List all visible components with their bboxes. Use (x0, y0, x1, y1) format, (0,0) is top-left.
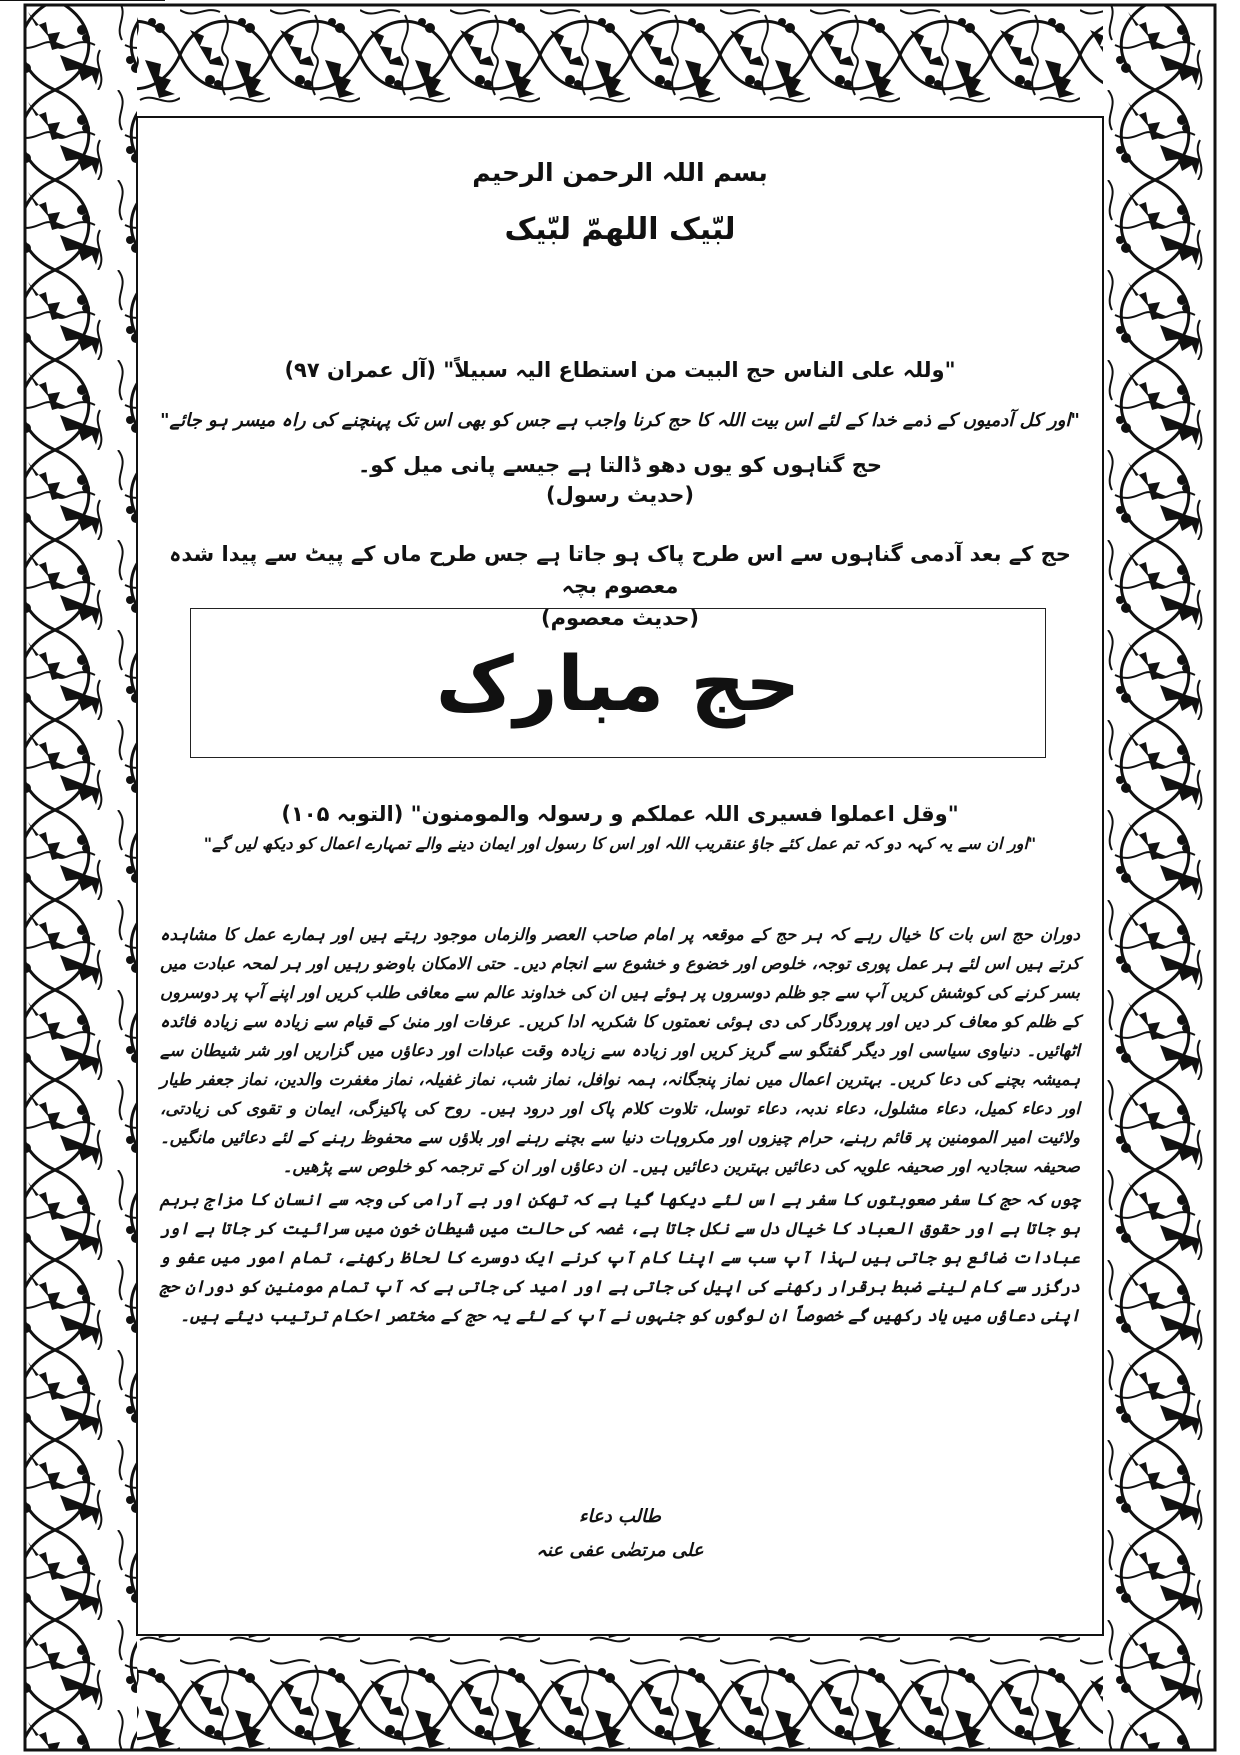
quran-verse-1-translation: "اور کل آدمیوں کے ذمے خدا کے لئے اس بیت اللہ کا حج کرنا واجب ہے جس کو بھی اس تک پہنچنے کی راہ میسر ہو جائے" (160, 410, 1080, 431)
body-text (160, 920, 1080, 1334)
body-paragraph-2: چوں کہ حج کا سفر صعوبتوں کا سفر ہے اس لئے دیکھا گیا ہے کہ تھکن اور بے آرامی کی وجہ سے انسان کا مزاج برہم ہو جاتا ہے اور حقوق العباد کا خیال دل سے نکل جاتا ہے، غصہ کی حالت میں شیطان خون میں سرائیت کر جاتا ہے اور عبادات ضائع ہو جاتی ہیں لہذا آپ سب سے اپنا کام آپ کرنے ایک دوسرے کا لحاظ رکھنے، تمام امور میں عفو و درگزر سے کام لینے ضبط برقرار رکھنے کی اپیل کی جاتی ہے اور امید کی جاتی ہے کہ آپ تمام مومنین کو دوران حج اپنی دعاؤں میں یاد رکھیں گے خصوصاً ان لوگوں کو جنہوں نے آپ کے لئے یہ حج کے مختصر احکام ترتیب دیئے ہیں۔ (160, 1190, 1080, 1325)
quran-verse-2: "وقل اعملوا فسیری اللہ عملکم و رسولہ والمومنون" (التوبہ ۱۰۵) (281, 802, 959, 826)
signoff-line-1: طالب دعاء (579, 1506, 661, 1527)
body-paragraph-1: دوران حج اس بات کا خیال رہے کہ ہر حج کے موقعہ پر امام صاحب العصر والزماں موجود رہتے ہیں اور ہمارے عمل کا مشاہدہ کرتے ہیں اس لئے ہر عمل پوری توجہ، خلوص اور خضوع و خشوع سے انجام دیں۔ حتی الامکان باوضو رہیں اور ہر لمحہ عبادت میں بسر کرنے کی کوشش کریں آپ سے جو ظلم دوسروں پر ہوئے ہیں ان کی خداوند عالم سے معافی طلب کریں اور اپنے آپ پر دوسروں کے ظلم کو معاف کر دیں اور پروردگار کی دی ہوئی نعمتوں کا شکریہ ادا کریں۔ عرفات اور منیٰ کے قیام سے زیادہ سے زیادہ فائدہ اٹھائیں۔ دنیاوی سیاسی اور دیگر گفتگو سے گریز کریں اور زیادہ سے زیادہ وقت عبادات اور دعاؤں میں گزاریں اور شر شیطان سے ہمیشہ بچنے کی دعا کریں۔ بہترین اعمال میں نماز پنجگانہ، ہمہ نوافل، نماز شب، نماز غفیلہ، نماز مغفرت والدین، نماز جعفر طیار اور دعاء کمیل، دعاء مشلول، دعاء ندبہ، دعاء توسل، تلاوت کلام پاک اور درود ہیں۔ روح کی پاکیزگی، ایمان و تقوی کی زیادتی، ولائیت امیر المومنین پر قائم رہنے، حرام چیزوں اور مکروہات دنیا سے بچنے رہنے اور بلاؤں سے محفوظ رہنے کے لئے دعائیں مانگیں۔ صحیفہ سجادیہ اور صحیفہ علویہ کی دعائیں بہترین دعائیں ہیں۔ ان دعاؤں اور ان کے ترجمہ کو خلوص سے پڑھیں۔ (159, 925, 1080, 1176)
signoff-line-2: علی مرتضٰی عفی عنہ (536, 1540, 704, 1561)
signoff (160, 1500, 1080, 1568)
hajj-mubarak-box (190, 608, 1046, 758)
hajj-mubarak-title: حج مبارک (435, 638, 801, 728)
labbaik-heading: لبّیک اللھمّ لبّیک (504, 212, 736, 247)
quran-verse-1: "وللہ علی الناس حج البیت من استطاع الیہ سبیلاً" (آل عمران ۹۷) (284, 358, 956, 382)
hadith-1 (160, 450, 1080, 510)
hadith-2-source: (حدیث معصوم) (541, 606, 699, 630)
document-content (160, 120, 1080, 1640)
quran-verse-2-translation: "اور ان سے یہ کہہ دو کہ تم عمل کئے جاؤ عنقریب اللہ اور اس کا رسول اور ایمان دینے والے تمہارے اعمال کو دیکھ لیں گے" (203, 834, 1037, 853)
hadith-2-text: حج کے بعد آدمی گناہوں سے اس طرح پاک ہو جاتا ہے جس طرح ماں کے پیٹ سے پیدا شدہ معصوم بچہ (169, 542, 1071, 598)
hadith-1-source: (حدیث رسول) (545, 483, 694, 507)
bismillah-heading: بسم اللہ الرحمن الرحیم (472, 158, 768, 187)
hadith-1-text: حج گناہوں کو یوں دھو ڈالتا ہے جیسے پانی میل کو۔ (357, 453, 883, 477)
